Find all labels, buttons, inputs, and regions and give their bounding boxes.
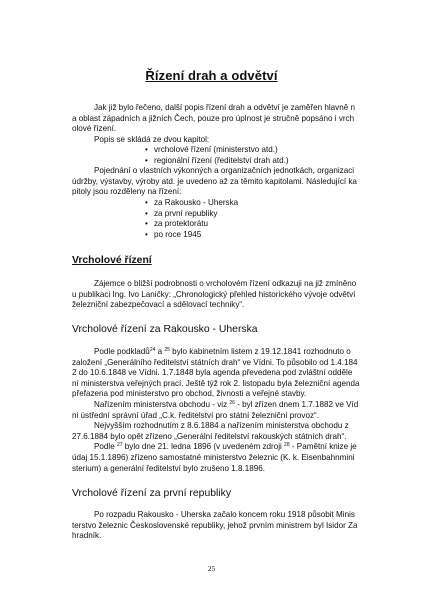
text-line: železniční zabezpečovací a sdělovací techniky“. <box>72 300 245 310</box>
text-line: Pojednání o vlastních výkonných a organizačních jednotkách, organizaci <box>94 166 355 175</box>
footnote-ref: 27 <box>116 442 123 449</box>
section-paragraph <box>72 510 357 542</box>
footnote-ref: 24 <box>149 347 156 353</box>
footnote-ref: 25 <box>164 347 170 353</box>
intro-paragraph <box>72 103 355 145</box>
list-item: • za Rakousko - Uherska <box>145 198 238 209</box>
text-line: Popis se skládá ze dvou kapitol: <box>94 134 210 144</box>
page-number: 25 <box>207 564 216 573</box>
text-line: 27.6.1884 bylo opět zřízeno „Generální ředitelství rakouských státních drah“. <box>72 431 347 441</box>
list-item: • po roce 1945 <box>145 230 238 241</box>
text-line: založení „Generálního ředitelství státních drah“ ve Vídni. To působilo od 1.4.184 <box>72 357 358 367</box>
list-item: • regionální řízení (ředitelství drah atd.) <box>145 156 289 167</box>
text-line: Jak již bylo řečeno, další popis řízení drah a odvětví je zaměřen hlavně n <box>94 103 355 112</box>
text-line: údaj 15.1.1896) zřízeno samostatné ministerstvo železnic (K. k. Eisenbahnmini <box>72 452 355 462</box>
text-line: a oblast západních a jižních Čech, pouze pro úplnost je stručně popsáno i vrch <box>72 113 355 123</box>
section-heading: Vrcholové řízení za první republiky <box>72 488 232 499</box>
text-line: Zájemce o bližší podrobnosti o vrcholovém řízení odkazuji na již zmíněno <box>94 279 357 288</box>
chapters-list <box>145 145 289 166</box>
text-line: údržby, výstavby, výroby atd. je uvedeno až za těmito kapitolami. Následující ka <box>72 176 357 186</box>
footnote-ref: 26 <box>229 399 235 406</box>
periods-list <box>145 198 238 240</box>
text-line: terstvo železnic Československé republiky, jehož prvním ministrem byl Isidor Za <box>72 520 358 530</box>
list-item: • za první republiky <box>145 209 238 220</box>
text-line: Podle $^{27}$ bylo dne 21. ledna 1896 (v uvedeném zdroji $^{28}$ - Pamětní knize je <box>94 442 357 452</box>
section-heading: Vrcholové řízení <box>72 255 152 266</box>
text-line: u publikaci Ing. Ivo Laničky: „Chronologický přehled historického vývoje odvětví <box>72 289 356 299</box>
text-line: 2 do 10.6.1848 ve Vídni. 1.7.1848 byla agenda převedena pod zvláštní odděle <box>72 368 353 378</box>
section-paragraph <box>72 347 359 474</box>
page-title: Řízení drah a odvětví <box>145 68 278 83</box>
text-line: Nejvyšším rozhodnutím z 8.6.1884 a nařízením ministerstva obchodu z <box>94 421 349 431</box>
text-line: Po rozpadu Rakousko - Uherska začalo koncem roku 1918 působit Minis <box>94 510 355 519</box>
list-item: • za protektorátu <box>145 219 238 230</box>
text-line: hradník. <box>72 531 102 541</box>
text-line: sterium) a generální ředitelství bylo zrušeno 1.8.1896. <box>72 463 266 473</box>
text-line: Podle podkladů$^{24}$ a $^{25}$ bylo kabinetním listem z 19.12.1841 rozhodnuto o <box>94 347 351 356</box>
text-line: přefazena pod ministerstvo pro obchod, živnosti a veřejné stavby. <box>72 389 307 399</box>
text-line: Nařízením ministerstva obchodu - viz $^{26}$ - byl zřízen dnem 1.7.1882 ve Víd <box>94 399 359 409</box>
text-line: pitoly jsou rozděleny na řízení: <box>72 187 182 197</box>
footnote-ref: 28 <box>284 442 290 449</box>
text-line: ni ústřední správní úřad „C.k. ředitelství pro státní železniční provoz“. <box>72 410 319 420</box>
note-paragraph <box>72 166 357 198</box>
section-heading: Vrcholové řízení za Rakousko - Uherska <box>72 324 258 335</box>
text-line: ní ministerstva veřejných prací. Ještě týž rok 2. listopadu byla železniční agenda <box>72 378 360 388</box>
text-line: olové řízení. <box>72 124 117 134</box>
section-paragraph <box>72 279 356 311</box>
list-item: • vrcholové řízení (ministerstvo atd.) <box>145 145 289 156</box>
